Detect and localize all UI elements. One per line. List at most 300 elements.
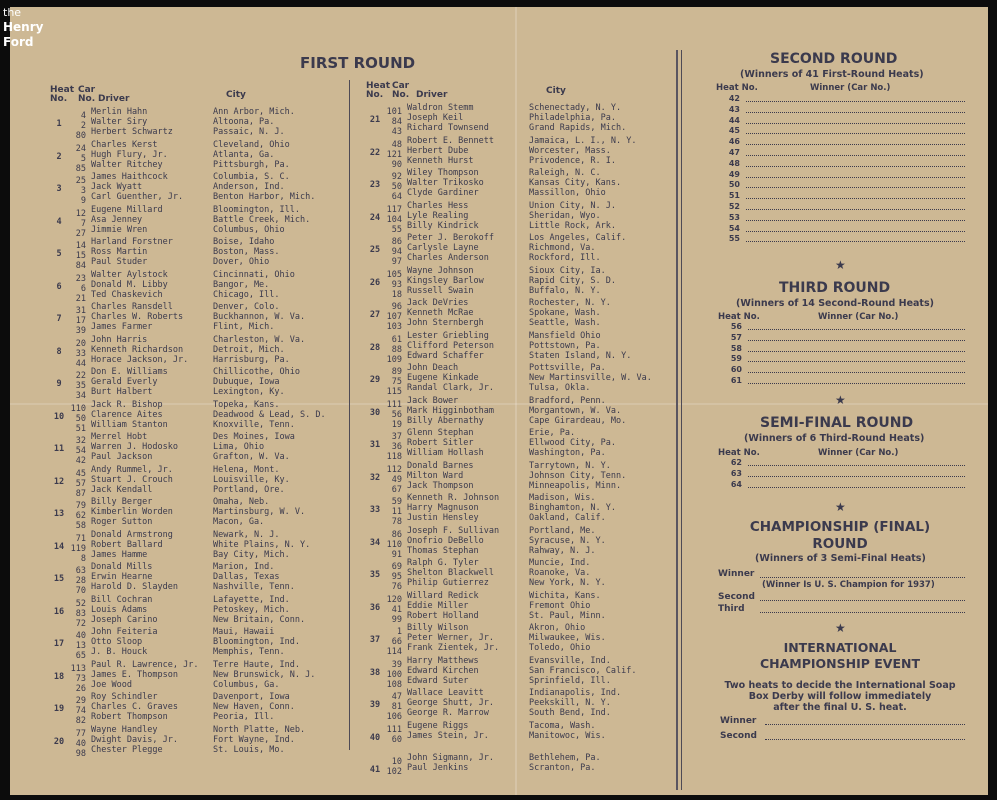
driver-city: New Britain, Conn. bbox=[213, 614, 306, 625]
driver-city: Dallas, Texas bbox=[213, 572, 280, 582]
car-number: 2 bbox=[80, 121, 86, 131]
heat-number: 59 bbox=[730, 354, 742, 364]
car-number: 11 bbox=[391, 507, 402, 517]
dotted-line bbox=[746, 241, 965, 242]
car-row bbox=[68, 452, 348, 466]
winner-line bbox=[720, 170, 965, 180]
car-number: 119 bbox=[70, 543, 86, 554]
car-row bbox=[68, 679, 348, 694]
car-number: 14 bbox=[75, 241, 86, 251]
driver-name: Walter Ritchey bbox=[91, 159, 163, 170]
driver-name: Lyle Realing bbox=[407, 210, 469, 221]
heat-block bbox=[50, 725, 350, 761]
driver-city: Tacoma, Wash. bbox=[529, 720, 596, 731]
car-number: 81 bbox=[391, 702, 402, 712]
driver-name: Walter Siry bbox=[91, 117, 148, 127]
heat-number: 61 bbox=[730, 376, 742, 385]
driver-name: Harry Matthews bbox=[407, 655, 479, 666]
dotted-line bbox=[748, 340, 965, 341]
star-icon: ★ bbox=[835, 393, 846, 407]
driver-city: Muncie, Ind. bbox=[529, 558, 591, 568]
car-row bbox=[384, 188, 664, 202]
car-number: 79 bbox=[75, 501, 86, 511]
dotted-line bbox=[748, 383, 965, 384]
third-round-heat-label: Heat No. bbox=[718, 312, 760, 322]
driver-name: George Shutt, Jr. bbox=[407, 698, 494, 708]
driver-city: Newark, N. J. bbox=[213, 529, 280, 540]
driver-name: Glenn Stephan bbox=[407, 428, 474, 438]
driver-city: Los Angeles, Calif. bbox=[529, 233, 627, 243]
driver-city: Marion, Ind. bbox=[213, 562, 275, 572]
car-row bbox=[68, 159, 348, 174]
heat-number: 50 bbox=[728, 180, 740, 190]
car-number: 106 bbox=[386, 712, 402, 722]
heat-block bbox=[366, 526, 666, 562]
driver-city: Staten Island, N. Y. bbox=[529, 350, 632, 361]
driver-name: Roger Sutton bbox=[91, 517, 153, 527]
heat-block bbox=[50, 107, 350, 143]
car-number: 102 bbox=[386, 767, 402, 777]
driver-name: Charles Ransdell bbox=[91, 302, 173, 312]
driver-city: Kansas City, Kans. bbox=[529, 178, 622, 188]
driver-city: Boston, Mass. bbox=[213, 247, 280, 257]
heat-block bbox=[366, 558, 666, 594]
car-number: 105 bbox=[386, 269, 402, 280]
championship-subtitle: (Winners of 3 Semi-Final Heats) bbox=[755, 553, 926, 564]
car-number: 83 bbox=[75, 608, 86, 619]
car-row bbox=[68, 192, 348, 206]
car-row bbox=[384, 350, 664, 365]
car-number: 95 bbox=[391, 572, 402, 582]
heat-number: 2 bbox=[56, 151, 62, 162]
driver-name: Stuart J. Crouch bbox=[91, 474, 173, 485]
driver-name: Wallace Leavitt bbox=[407, 688, 484, 698]
driver-name: Charles W. Roberts bbox=[91, 312, 184, 322]
car-number: 114 bbox=[386, 647, 402, 657]
heat-number: 39 bbox=[369, 700, 381, 710]
car-row bbox=[68, 712, 348, 726]
dotted-line bbox=[748, 329, 965, 330]
driver-city: Helena, Mont. bbox=[213, 464, 280, 475]
car-row bbox=[68, 257, 348, 271]
car-number: 55 bbox=[391, 224, 402, 235]
driver-name: Bill Cochran bbox=[91, 594, 153, 605]
star-icon: ★ bbox=[835, 500, 846, 514]
driver-city: Sprinfield, Ill. bbox=[529, 675, 611, 686]
car-row bbox=[384, 675, 664, 690]
driver-city: Union City, N. J. bbox=[529, 200, 616, 211]
heat-block bbox=[366, 136, 666, 172]
driver-city: Columbus, Ohio bbox=[213, 224, 285, 235]
heat-number: 24 bbox=[369, 212, 381, 223]
driver-city: Indianapolis, Ind. bbox=[529, 688, 622, 698]
heat-block bbox=[366, 363, 666, 399]
car-number: 34 bbox=[75, 391, 86, 401]
car-number: 86 bbox=[391, 529, 402, 540]
heat-block bbox=[50, 432, 350, 468]
driver-name: Harry Magnuson bbox=[407, 503, 479, 513]
car-row bbox=[384, 253, 664, 267]
car-row bbox=[68, 289, 348, 304]
driver-name: Jack Bower bbox=[407, 395, 459, 406]
driver-city: Jamaica, L. I., N. Y. bbox=[529, 135, 637, 146]
driver-name: Merlin Hahn bbox=[91, 107, 148, 117]
champ-third-label: Third bbox=[718, 604, 745, 614]
heat-number: 58 bbox=[730, 343, 742, 353]
winner-line bbox=[720, 126, 965, 136]
star-icon: ★ bbox=[835, 621, 846, 635]
car-row bbox=[384, 220, 664, 235]
driver-city: Knoxville, Tenn. bbox=[213, 419, 295, 430]
heat-number: 41 bbox=[369, 765, 381, 775]
driver-city: Rochester, N. Y. bbox=[529, 298, 611, 308]
driver-city: Pottsville, Pa. bbox=[529, 363, 606, 373]
winner-line bbox=[722, 480, 965, 490]
heat-number: 26 bbox=[369, 277, 381, 288]
driver-name: Edward Schaffer bbox=[407, 350, 484, 361]
dotted-line bbox=[746, 231, 965, 232]
heat-block bbox=[366, 721, 666, 757]
heat-number: 17 bbox=[53, 639, 65, 649]
car-number: 36 bbox=[391, 442, 402, 452]
driver-name: Peter Werner, Jr. bbox=[407, 633, 494, 643]
car-number: 76 bbox=[391, 582, 402, 592]
driver-city: Johnson City, Tenn. bbox=[529, 470, 627, 481]
car-number: 5 bbox=[80, 153, 86, 164]
driver-name: Justin Hensley bbox=[407, 513, 479, 523]
dotted-line bbox=[748, 351, 965, 352]
driver-name: Eugene Kinkade bbox=[407, 373, 479, 383]
driver-city: Little Rock, Ark. bbox=[529, 220, 616, 231]
driver-name: Randal Clark, Jr. bbox=[407, 383, 494, 393]
car-number: 93 bbox=[391, 279, 402, 290]
car-number: 110 bbox=[70, 403, 86, 414]
heat-number: 14 bbox=[53, 541, 65, 552]
driver-city: Nashville, Tenn. bbox=[213, 582, 295, 592]
driver-name: Philip Gutierrez bbox=[407, 578, 489, 588]
car-number: 80 bbox=[75, 131, 86, 141]
driver-name: Clifford Peterson bbox=[407, 340, 494, 351]
driver-name: Milton Ward bbox=[407, 470, 464, 481]
car-number: 111 bbox=[386, 399, 402, 410]
car-number: 70 bbox=[75, 586, 86, 596]
driver-name: Joseph Carino bbox=[91, 614, 158, 625]
winner-line bbox=[720, 94, 965, 104]
car-number: 49 bbox=[391, 474, 402, 485]
winner-line bbox=[720, 191, 965, 201]
car-row bbox=[68, 419, 348, 434]
car-number: 65 bbox=[75, 651, 86, 661]
section-divider bbox=[676, 50, 678, 790]
semi-final-winner-label: Winner (Car No.) bbox=[818, 448, 899, 458]
winner-line bbox=[722, 354, 965, 364]
driver-name: Billy Kindrick bbox=[407, 220, 479, 231]
driver-name: Onofrio DeBello bbox=[407, 535, 484, 546]
dotted-line bbox=[746, 220, 965, 221]
driver-city: Fort Wayne, Ind. bbox=[213, 734, 295, 745]
heat-block bbox=[50, 302, 350, 338]
heat-block bbox=[50, 367, 350, 403]
driver-name: Harold D. Slayden bbox=[91, 582, 178, 592]
heat-number: 31 bbox=[369, 440, 381, 450]
driver-name: Joseph F. Sullivan bbox=[407, 525, 500, 536]
driver-name: Eugene Millard bbox=[91, 204, 163, 215]
driver-name: Billy Abernathy bbox=[407, 415, 484, 426]
driver-city: Erie, Pa. bbox=[529, 428, 576, 438]
heat-number: 44 bbox=[728, 115, 740, 125]
heat-number: 9 bbox=[56, 379, 62, 389]
car-number: 45 bbox=[75, 468, 86, 479]
winner-line bbox=[720, 105, 965, 115]
heat-block bbox=[50, 140, 350, 176]
driver-city: Ellwood City, Pa. bbox=[529, 438, 616, 448]
dotted-line bbox=[748, 372, 965, 373]
driver-name: Carl Guenther, Jr. bbox=[91, 192, 184, 202]
driver-city: Minneapolis, Minn. bbox=[529, 480, 622, 491]
driver-name: Gerald Everly bbox=[91, 377, 158, 387]
driver-name: Kenneth Hurst bbox=[407, 155, 474, 166]
heat-number: 4 bbox=[56, 216, 62, 227]
car-row bbox=[384, 513, 664, 527]
heat-block bbox=[50, 530, 350, 566]
semi-final-title: SEMI-FINAL ROUND bbox=[760, 415, 914, 431]
car-number: 33 bbox=[75, 348, 86, 359]
car-row bbox=[68, 224, 348, 239]
driver-city: Altoona, Pa. bbox=[213, 117, 275, 127]
car-number: 31 bbox=[75, 306, 86, 316]
driver-city: Philadelphia, Pa. bbox=[529, 113, 616, 123]
winner-line bbox=[720, 202, 965, 212]
driver-city: Columbia, S. C. bbox=[213, 172, 290, 182]
driver-city: Spokane, Wash. bbox=[529, 308, 601, 318]
driver-city: Buffalo, N. Y. bbox=[529, 285, 601, 296]
car-number: 107 bbox=[386, 312, 402, 322]
car-number: 20 bbox=[75, 338, 86, 349]
champ-second-line bbox=[760, 600, 965, 601]
driver-name: Louis Adams bbox=[91, 604, 148, 615]
car-number: 75 bbox=[391, 377, 402, 387]
car-number: 84 bbox=[75, 261, 86, 271]
car-number: 90 bbox=[391, 159, 402, 170]
driver-name: Charles C. Graves bbox=[91, 702, 178, 712]
driver-city: Lima, Ohio bbox=[213, 442, 265, 452]
car-number: 74 bbox=[75, 706, 86, 716]
car-number: 19 bbox=[391, 419, 402, 430]
driver-name: Robert Holland bbox=[407, 610, 479, 621]
driver-name: Walter Aylstock bbox=[91, 269, 168, 280]
car-number: 69 bbox=[391, 562, 402, 572]
car-number: 6 bbox=[80, 283, 86, 294]
driver-name: Warren J. Hodosko bbox=[91, 442, 178, 452]
driver-city: Wichita, Kans. bbox=[529, 590, 601, 601]
heat-number: 5 bbox=[56, 249, 62, 259]
car-row bbox=[68, 484, 348, 499]
driver-name: Horace Jackson, Jr. bbox=[91, 354, 189, 365]
driver-name: Otto Sloop bbox=[91, 637, 143, 647]
driver-name: Paul Jenkins bbox=[407, 763, 469, 773]
driver-city: Rahway, N. J. bbox=[529, 545, 596, 556]
car-number: 50 bbox=[391, 182, 402, 192]
winner-line bbox=[722, 376, 965, 386]
car-number: 44 bbox=[75, 358, 86, 369]
driver-city: Milwaukee, Wis. bbox=[529, 633, 606, 643]
heat-number: 35 bbox=[369, 570, 381, 580]
car-number: 64 bbox=[391, 192, 402, 202]
heat-number: 13 bbox=[53, 509, 65, 519]
car-number: 72 bbox=[75, 618, 86, 629]
heat-number: 19 bbox=[53, 704, 65, 714]
driver-city: Macon, Ga. bbox=[213, 517, 265, 527]
intl-winner-line bbox=[765, 724, 965, 725]
driver-city: Akron, Ohio bbox=[529, 623, 586, 633]
car-row bbox=[384, 285, 664, 300]
car-number: 32 bbox=[75, 436, 86, 446]
car-number: 61 bbox=[391, 334, 402, 345]
heat-block bbox=[50, 497, 350, 533]
driver-name: Asa Jenney bbox=[91, 214, 143, 225]
heat-block bbox=[50, 595, 350, 631]
champ-third-line bbox=[760, 612, 965, 613]
driver-name: Donald M. Libby bbox=[91, 279, 168, 290]
driver-city: South Bend, Ind. bbox=[529, 708, 611, 718]
driver-city: Lafayette, Ind. bbox=[213, 594, 290, 605]
heat-number: 11 bbox=[53, 444, 65, 454]
car-number: 54 bbox=[75, 446, 86, 456]
heat-number: 27 bbox=[369, 310, 381, 320]
car-number: 56 bbox=[391, 409, 402, 420]
driver-name: John Sigmann, Jr. bbox=[407, 753, 494, 763]
car-number: 52 bbox=[75, 598, 86, 609]
dotted-line bbox=[746, 209, 965, 210]
driver-city: Scranton, Pa. bbox=[529, 763, 596, 773]
driver-name: Mark Higginbotham bbox=[407, 405, 494, 416]
driver-city: Terre Haute, Ind. bbox=[213, 659, 300, 670]
car-number: 113 bbox=[70, 663, 86, 674]
driver-city: Passaic, N. J. bbox=[213, 127, 285, 137]
car-number: 50 bbox=[75, 413, 86, 424]
heat-number: 22 bbox=[369, 147, 381, 158]
car-row bbox=[68, 647, 348, 661]
car-number: 43 bbox=[391, 127, 402, 137]
heat-number: 3 bbox=[56, 184, 62, 194]
heat-number: 25 bbox=[369, 245, 381, 255]
car-number: 92 bbox=[391, 172, 402, 182]
champ-winner-line bbox=[760, 577, 965, 578]
car-number: 117 bbox=[386, 204, 402, 215]
driver-city: Battle Creek, Mich. bbox=[213, 214, 311, 225]
winner-line bbox=[720, 224, 965, 234]
driver-name: Merrel Hobt bbox=[91, 432, 148, 442]
driver-name: Kenneth R. Johnson bbox=[407, 493, 500, 503]
driver-city: Binghamton, N. Y. bbox=[529, 503, 616, 513]
driver-name: Willard Redick bbox=[407, 590, 479, 601]
winner-line bbox=[722, 469, 965, 479]
car-number: 47 bbox=[391, 692, 402, 702]
heat-block bbox=[366, 461, 666, 497]
car-number: 85 bbox=[75, 163, 86, 174]
car-number: 115 bbox=[386, 387, 402, 397]
first-round-title: FIRST ROUND bbox=[300, 54, 416, 72]
car-number: 39 bbox=[75, 326, 86, 336]
winner-line bbox=[722, 322, 965, 332]
heat-number: 46 bbox=[728, 137, 740, 147]
driver-name: Donald Armstrong bbox=[91, 529, 173, 540]
driver-city: Tulsa, Okla. bbox=[529, 383, 591, 393]
driver-name: Edward Kirchen bbox=[407, 665, 479, 676]
driver-name: John Harris bbox=[91, 334, 148, 345]
heat-number: 47 bbox=[728, 148, 740, 157]
heat-number: 30 bbox=[369, 407, 381, 418]
car-number: 28 bbox=[75, 576, 86, 586]
heat-number: 32 bbox=[369, 472, 381, 483]
second-round-winner-label: Winner (Car No.) bbox=[810, 83, 891, 93]
car-row bbox=[384, 545, 664, 560]
car-number: 51 bbox=[75, 423, 86, 434]
car-number: 87 bbox=[75, 488, 86, 499]
heat-block bbox=[366, 103, 666, 139]
car-number: 13 bbox=[75, 641, 86, 651]
driver-city: Mansfield Ohio bbox=[529, 330, 601, 341]
driver-name: James Farmer bbox=[91, 322, 153, 332]
driver-name: Kenneth McRae bbox=[407, 308, 474, 318]
driver-name: John Sternbergh bbox=[407, 318, 484, 328]
car-row bbox=[68, 127, 348, 141]
driver-city: Portland, Ore. bbox=[213, 484, 285, 495]
second-round-title: SECOND ROUND bbox=[770, 51, 898, 67]
dotted-line bbox=[746, 155, 965, 156]
heat-number: 1 bbox=[56, 119, 62, 129]
car-number: 96 bbox=[391, 302, 402, 312]
heat-block bbox=[366, 396, 666, 432]
driver-city: Toledo, Ohio bbox=[529, 643, 591, 653]
second-round-heat-label: Heat No. bbox=[716, 83, 758, 93]
driver-city: Denver, Colo. bbox=[213, 302, 280, 312]
car-number: 25 bbox=[75, 176, 86, 186]
driver-city: Schenectady, N. Y. bbox=[529, 103, 622, 113]
driver-city: Worcester, Mass. bbox=[529, 145, 611, 156]
heat-number: 48 bbox=[728, 158, 740, 168]
car-number: 112 bbox=[386, 464, 402, 475]
driver-name: Jimmie Wren bbox=[91, 224, 148, 235]
driver-name: John Feiteria bbox=[91, 627, 158, 637]
driver-name: Erwin Hearne bbox=[91, 572, 153, 582]
car-number: 77 bbox=[75, 728, 86, 739]
dotted-line bbox=[746, 198, 965, 199]
driver-name: Wayne Handley bbox=[91, 724, 158, 735]
driver-city: Raleigh, N. C. bbox=[529, 168, 601, 178]
driver-city: Deadwood & Lead, S. D. bbox=[213, 409, 326, 420]
dotted-line bbox=[748, 476, 965, 477]
driver-city: Massillon, Ohio bbox=[529, 188, 606, 198]
driver-name: Billy Berger bbox=[91, 497, 153, 507]
driver-city: Louisville, Ky. bbox=[213, 474, 290, 485]
car-number: 99 bbox=[391, 614, 402, 625]
heat-block bbox=[50, 627, 350, 663]
driver-name: Harland Forstner bbox=[91, 237, 173, 247]
heat-number: 34 bbox=[369, 537, 381, 548]
driver-city: New York, N. Y. bbox=[529, 578, 606, 588]
driver-name: Robert E. Bennett bbox=[407, 135, 494, 146]
car-number: 40 bbox=[75, 631, 86, 641]
heat-number: 6 bbox=[56, 281, 62, 292]
driver-city: Bay City, Mich. bbox=[213, 549, 290, 560]
driver-city: Cincinnati, Ohio bbox=[213, 269, 295, 280]
driver-name: Kingsley Barlow bbox=[407, 275, 484, 286]
driver-name: Hugh Flury, Jr. bbox=[91, 149, 168, 160]
car-row bbox=[384, 708, 664, 722]
heat-number: 64 bbox=[730, 480, 742, 489]
driver-city: Portland, Me. bbox=[529, 525, 596, 536]
